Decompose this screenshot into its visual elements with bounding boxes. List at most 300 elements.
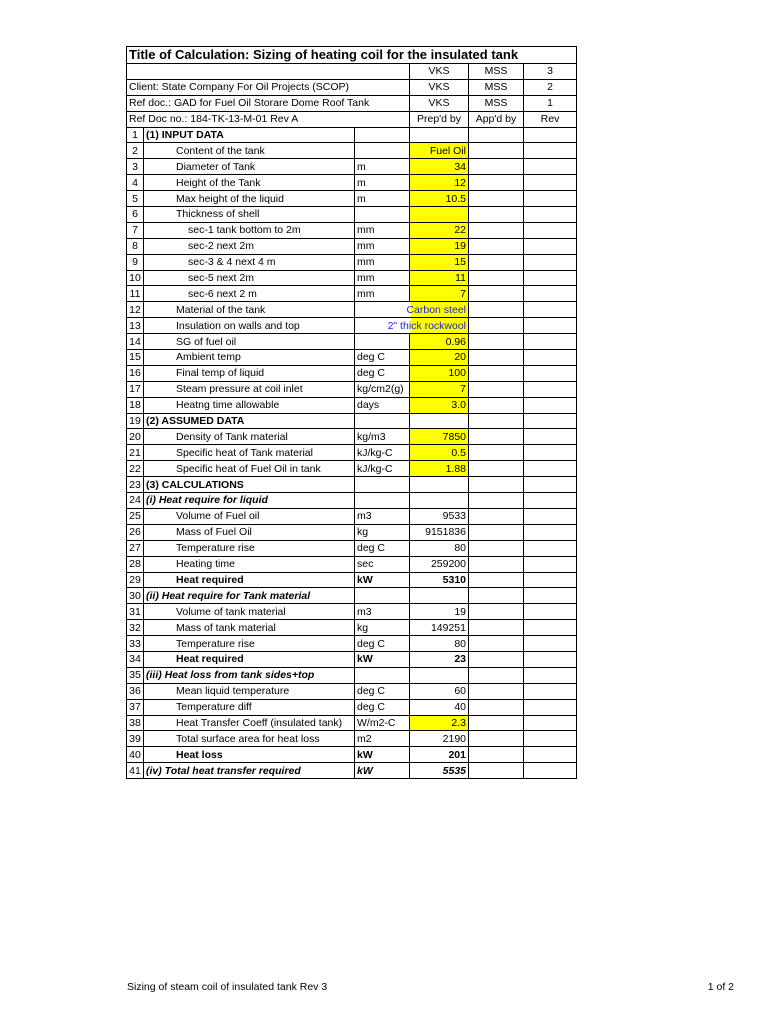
header-rev-cell: 3 <box>524 64 577 80</box>
empty-cell <box>524 747 577 763</box>
header-prepared-cell: VKS <box>410 79 469 95</box>
row-number: 28 <box>127 556 144 572</box>
row-value: 80 <box>410 540 469 556</box>
table-row <box>127 222 577 238</box>
header-rev-cell: 1 <box>524 95 577 111</box>
row-number: 20 <box>127 429 144 445</box>
row-label: Heatng time allowable <box>144 397 355 413</box>
table-row <box>127 620 577 636</box>
header-row <box>127 111 577 127</box>
empty-cell <box>469 493 524 509</box>
table-row <box>127 572 577 588</box>
header-prepared-cell: Prep'd by <box>410 111 469 127</box>
row-value: 100 <box>410 365 469 381</box>
row-value: 5310 <box>410 572 469 588</box>
row-unit <box>355 207 410 223</box>
row-label: Temperature diff <box>144 699 355 715</box>
row-value <box>410 413 469 429</box>
empty-cell <box>469 699 524 715</box>
row-label: sec-2 next 2m <box>144 238 355 254</box>
row-label: Steam pressure at coil inlet <box>144 381 355 397</box>
row-label: Diameter of Tank <box>144 159 355 175</box>
row-number: 37 <box>127 699 144 715</box>
row-unit: kW <box>355 763 410 779</box>
empty-cell <box>469 413 524 429</box>
title-row <box>127 47 577 64</box>
row-label: Height of the Tank <box>144 175 355 191</box>
row-value: 15 <box>410 254 469 270</box>
table-row <box>127 604 577 620</box>
empty-cell <box>524 683 577 699</box>
empty-cell <box>469 207 524 223</box>
row-number: 24 <box>127 493 144 509</box>
row-number: 35 <box>127 667 144 683</box>
row-unit: W/m2-C <box>355 715 410 731</box>
empty-cell <box>469 604 524 620</box>
empty-cell <box>469 350 524 366</box>
row-value: Carbon steel <box>355 302 469 318</box>
row-value: 80 <box>410 636 469 652</box>
empty-cell <box>469 540 524 556</box>
empty-cell <box>524 127 577 143</box>
table-row <box>127 477 577 493</box>
empty-cell <box>469 461 524 477</box>
table-row <box>127 588 577 604</box>
empty-cell <box>469 572 524 588</box>
row-label: SG of fuel oil <box>144 334 355 350</box>
row-number: 7 <box>127 222 144 238</box>
empty-cell <box>524 318 577 334</box>
header-text <box>127 64 410 80</box>
row-unit: deg C <box>355 699 410 715</box>
header-approved-cell: MSS <box>469 64 524 80</box>
row-unit: kW <box>355 572 410 588</box>
empty-cell <box>469 731 524 747</box>
row-unit: m <box>355 175 410 191</box>
row-number: 39 <box>127 731 144 747</box>
row-number: 32 <box>127 620 144 636</box>
table-row <box>127 445 577 461</box>
row-number: 34 <box>127 651 144 667</box>
empty-cell <box>469 270 524 286</box>
table-row <box>127 747 577 763</box>
row-unit <box>355 477 410 493</box>
footer-document-name: Sizing of steam coil of insulated tank Rev 3 <box>127 981 328 993</box>
row-unit: kg <box>355 524 410 540</box>
row-value: 22 <box>410 222 469 238</box>
row-unit: mm <box>355 270 410 286</box>
row-value: 60 <box>410 683 469 699</box>
row-value: 23 <box>410 651 469 667</box>
header-approved-cell: App'd by <box>469 111 524 127</box>
row-unit: m <box>355 191 410 207</box>
empty-cell <box>524 397 577 413</box>
row-unit: deg C <box>355 683 410 699</box>
empty-cell <box>524 191 577 207</box>
row-label: Heat loss <box>144 747 355 763</box>
empty-cell <box>524 445 577 461</box>
footer-page-number: 1 of 2 <box>707 981 734 993</box>
row-value: 40 <box>410 699 469 715</box>
empty-cell <box>524 461 577 477</box>
empty-cell <box>469 191 524 207</box>
row-unit: m <box>355 159 410 175</box>
row-label: Heating time <box>144 556 355 572</box>
row-label: Insulation on walls and top <box>144 318 355 334</box>
row-value <box>410 207 469 223</box>
row-label: Final temp of liquid <box>144 365 355 381</box>
empty-cell <box>524 699 577 715</box>
row-value: 9533 <box>410 508 469 524</box>
table-row <box>127 365 577 381</box>
table-row <box>127 191 577 207</box>
row-unit: kW <box>355 747 410 763</box>
row-unit: kJ/kg-C <box>355 445 410 461</box>
empty-cell <box>524 715 577 731</box>
table-row <box>127 651 577 667</box>
row-number: 4 <box>127 175 144 191</box>
row-unit: kg <box>355 620 410 636</box>
empty-cell <box>469 508 524 524</box>
empty-cell <box>469 651 524 667</box>
header-row <box>127 79 577 95</box>
empty-cell <box>469 429 524 445</box>
empty-cell <box>524 651 577 667</box>
empty-cell <box>524 524 577 540</box>
row-number: 9 <box>127 254 144 270</box>
row-number: 16 <box>127 365 144 381</box>
row-label: Mean liquid temperature <box>144 683 355 699</box>
table-row <box>127 715 577 731</box>
table-row <box>127 270 577 286</box>
empty-cell <box>524 159 577 175</box>
row-label: Temperature rise <box>144 636 355 652</box>
row-value: 9151836 <box>410 524 469 540</box>
row-value: 2.3 <box>410 715 469 731</box>
empty-cell <box>524 175 577 191</box>
row-label: Heat required <box>144 572 355 588</box>
row-unit <box>355 493 410 509</box>
empty-cell <box>469 524 524 540</box>
row-label: Specific heat of Tank material <box>144 445 355 461</box>
row-label: Total surface area for heat loss <box>144 731 355 747</box>
empty-cell <box>469 715 524 731</box>
row-number: 17 <box>127 381 144 397</box>
table-row <box>127 143 577 159</box>
row-label: Temperature rise <box>144 540 355 556</box>
empty-cell <box>524 620 577 636</box>
row-number: 2 <box>127 143 144 159</box>
row-number: 13 <box>127 318 144 334</box>
table-row <box>127 461 577 477</box>
table-row <box>127 381 577 397</box>
row-number: 41 <box>127 763 144 779</box>
row-unit: deg C <box>355 350 410 366</box>
table-row <box>127 286 577 302</box>
row-value: 34 <box>410 159 469 175</box>
row-value <box>410 588 469 604</box>
row-unit: days <box>355 397 410 413</box>
row-value: 2" thick rockwool <box>355 318 469 334</box>
empty-cell <box>524 588 577 604</box>
row-unit: mm <box>355 238 410 254</box>
row-value <box>410 667 469 683</box>
table-row <box>127 763 577 779</box>
empty-cell <box>524 207 577 223</box>
row-label: sec-3 & 4 next 4 m <box>144 254 355 270</box>
row-label: Specific heat of Fuel Oil in tank <box>144 461 355 477</box>
empty-cell <box>524 731 577 747</box>
empty-cell <box>469 620 524 636</box>
empty-cell <box>524 477 577 493</box>
header-text: Ref Doc no.: 184-TK-13-M-01 Rev A <box>127 111 410 127</box>
row-label: Ambient temp <box>144 350 355 366</box>
empty-cell <box>524 302 577 318</box>
row-number: 6 <box>127 207 144 223</box>
row-number: 18 <box>127 397 144 413</box>
row-label: Thickness of shell <box>144 207 355 223</box>
empty-cell <box>469 445 524 461</box>
row-label: (i) Heat require for liquid <box>144 493 355 509</box>
row-unit <box>355 127 410 143</box>
empty-cell <box>524 413 577 429</box>
row-unit <box>355 667 410 683</box>
table-row <box>127 683 577 699</box>
row-number: 31 <box>127 604 144 620</box>
header-rev-cell: Rev <box>524 111 577 127</box>
table-row <box>127 667 577 683</box>
row-unit: deg C <box>355 636 410 652</box>
row-value <box>410 477 469 493</box>
empty-cell <box>524 556 577 572</box>
empty-cell <box>469 238 524 254</box>
empty-cell <box>524 540 577 556</box>
empty-cell <box>469 747 524 763</box>
table-row <box>127 318 577 334</box>
row-number: 33 <box>127 636 144 652</box>
row-unit: kW <box>355 651 410 667</box>
row-number: 36 <box>127 683 144 699</box>
table-row <box>127 699 577 715</box>
row-number: 23 <box>127 477 144 493</box>
row-label: Mass of tank material <box>144 620 355 636</box>
table-row <box>127 207 577 223</box>
row-number: 22 <box>127 461 144 477</box>
table-row <box>127 413 577 429</box>
calculation-sheet <box>126 46 577 779</box>
empty-cell <box>524 429 577 445</box>
header-text: Ref doc.: GAD for Fuel Oil Storare Dome Roof Tank <box>127 95 410 111</box>
row-unit: m3 <box>355 508 410 524</box>
row-value: 19 <box>410 238 469 254</box>
row-label: (iii) Heat loss from tank sides+top <box>144 667 355 683</box>
table-row <box>127 524 577 540</box>
empty-cell <box>469 636 524 652</box>
row-unit: deg C <box>355 365 410 381</box>
empty-cell <box>524 636 577 652</box>
empty-cell <box>469 683 524 699</box>
table-row <box>127 493 577 509</box>
empty-cell <box>469 127 524 143</box>
row-number: 1 <box>127 127 144 143</box>
table-row <box>127 159 577 175</box>
row-label: sec-6 next 2 m <box>144 286 355 302</box>
row-label: Max height of the liquid <box>144 191 355 207</box>
empty-cell <box>469 334 524 350</box>
empty-cell <box>469 318 524 334</box>
row-value: 2190 <box>410 731 469 747</box>
row-unit: m2 <box>355 731 410 747</box>
row-number: 8 <box>127 238 144 254</box>
row-value: 259200 <box>410 556 469 572</box>
empty-cell <box>469 302 524 318</box>
table-row <box>127 731 577 747</box>
row-unit <box>355 334 410 350</box>
row-number: 21 <box>127 445 144 461</box>
empty-cell <box>524 350 577 366</box>
empty-cell <box>524 334 577 350</box>
empty-cell <box>524 604 577 620</box>
row-value: 3.0 <box>410 397 469 413</box>
empty-cell <box>469 667 524 683</box>
empty-cell <box>524 493 577 509</box>
empty-cell <box>524 222 577 238</box>
empty-cell <box>524 286 577 302</box>
header-approved-cell: MSS <box>469 79 524 95</box>
row-unit: kg/cm2(g) <box>355 381 410 397</box>
header-row <box>127 64 577 80</box>
row-number: 19 <box>127 413 144 429</box>
row-value: 11 <box>410 270 469 286</box>
empty-cell <box>469 588 524 604</box>
row-label: (iv) Total heat transfer required <box>144 763 355 779</box>
empty-cell <box>469 254 524 270</box>
empty-cell <box>524 143 577 159</box>
empty-cell <box>469 143 524 159</box>
row-unit: deg C <box>355 540 410 556</box>
row-label: sec-5 next 2m <box>144 270 355 286</box>
empty-cell <box>524 254 577 270</box>
row-unit: kg/m3 <box>355 429 410 445</box>
row-value: 7 <box>410 381 469 397</box>
row-label: Heat required <box>144 651 355 667</box>
table-row <box>127 350 577 366</box>
row-label: (3) CALCULATIONS <box>144 477 355 493</box>
row-label: sec-1 tank bottom to 2m <box>144 222 355 238</box>
row-number: 12 <box>127 302 144 318</box>
header-row <box>127 95 577 111</box>
row-value: 19 <box>410 604 469 620</box>
row-label: Mass of Fuel Oil <box>144 524 355 540</box>
row-number: 25 <box>127 508 144 524</box>
empty-cell <box>469 556 524 572</box>
row-label: Volume of Fuel oil <box>144 508 355 524</box>
header-prepared-cell: VKS <box>410 64 469 80</box>
empty-cell <box>524 365 577 381</box>
empty-cell <box>469 365 524 381</box>
header-text: Client: State Company For Oil Projects (SCOP) <box>127 79 410 95</box>
row-number: 29 <box>127 572 144 588</box>
row-value: Fuel Oil <box>410 143 469 159</box>
table-row <box>127 175 577 191</box>
row-label: (ii) Heat require for Tank material <box>144 588 355 604</box>
row-number: 14 <box>127 334 144 350</box>
row-number: 27 <box>127 540 144 556</box>
row-value: 5535 <box>410 763 469 779</box>
row-value: 10.5 <box>410 191 469 207</box>
row-value: 12 <box>410 175 469 191</box>
empty-cell <box>524 270 577 286</box>
table-row <box>127 302 577 318</box>
row-value: 20 <box>410 350 469 366</box>
header-rev-cell: 2 <box>524 79 577 95</box>
empty-cell <box>469 222 524 238</box>
row-value <box>410 127 469 143</box>
header-approved-cell: MSS <box>469 95 524 111</box>
row-value: 7 <box>410 286 469 302</box>
row-unit: m3 <box>355 604 410 620</box>
row-number: 15 <box>127 350 144 366</box>
row-label: Heat Transfer Coeff (insulated tank) <box>144 715 355 731</box>
row-number: 38 <box>127 715 144 731</box>
empty-cell <box>524 238 577 254</box>
row-unit: mm <box>355 222 410 238</box>
empty-cell <box>469 286 524 302</box>
row-value <box>410 493 469 509</box>
table-row <box>127 540 577 556</box>
row-value: 1.88 <box>410 461 469 477</box>
row-label: Content of the tank <box>144 143 355 159</box>
empty-cell <box>469 175 524 191</box>
table-row <box>127 238 577 254</box>
empty-cell <box>469 477 524 493</box>
table-row <box>127 397 577 413</box>
row-value: 201 <box>410 747 469 763</box>
table-row <box>127 254 577 270</box>
row-label: Volume of tank material <box>144 604 355 620</box>
empty-cell <box>524 508 577 524</box>
row-label: Density of Tank material <box>144 429 355 445</box>
empty-cell <box>469 381 524 397</box>
row-number: 40 <box>127 747 144 763</box>
header-prepared-cell: VKS <box>410 95 469 111</box>
row-value: 149251 <box>410 620 469 636</box>
row-number: 10 <box>127 270 144 286</box>
row-unit: mm <box>355 254 410 270</box>
empty-cell <box>524 381 577 397</box>
row-label: Material of the tank <box>144 302 355 318</box>
row-unit <box>355 588 410 604</box>
row-unit: sec <box>355 556 410 572</box>
row-number: 5 <box>127 191 144 207</box>
calculation-title: Title of Calculation: Sizing of heating coil for the insulated tank <box>127 47 577 64</box>
row-unit: mm <box>355 286 410 302</box>
row-unit <box>355 143 410 159</box>
row-label: (2) ASSUMED DATA <box>144 413 355 429</box>
row-label: (1) INPUT DATA <box>144 127 355 143</box>
empty-cell <box>524 667 577 683</box>
row-value: 7850 <box>410 429 469 445</box>
row-number: 26 <box>127 524 144 540</box>
row-unit: kJ/kg-C <box>355 461 410 477</box>
row-value: 0.96 <box>410 334 469 350</box>
empty-cell <box>469 159 524 175</box>
row-unit <box>355 413 410 429</box>
empty-cell <box>524 572 577 588</box>
table-row <box>127 636 577 652</box>
table-row <box>127 127 577 143</box>
empty-cell <box>469 763 524 779</box>
